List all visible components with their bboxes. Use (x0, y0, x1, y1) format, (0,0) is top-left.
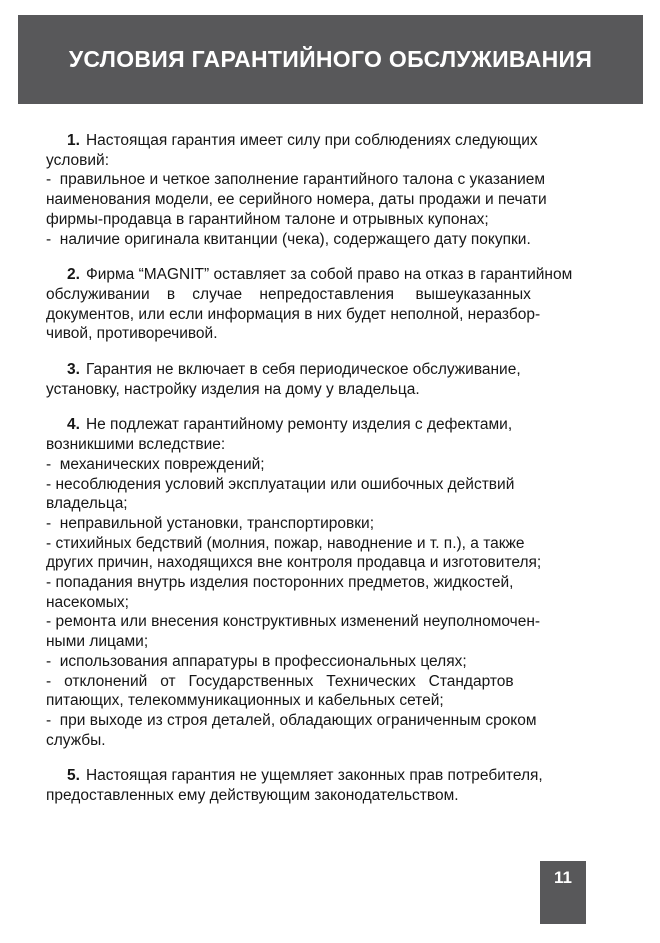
text-line: владельца; (46, 495, 128, 513)
text-line: - использования аппаратуры в профессиональных целях; (46, 652, 467, 670)
text-line (46, 131, 618, 151)
text-line: насекомых; (46, 593, 129, 611)
text-line: предоставленных ему действующим законодательством. (46, 787, 459, 805)
text-line: ными лицами; (46, 633, 149, 651)
text-line: службы. (46, 731, 106, 749)
text-line (46, 766, 618, 786)
text-line: других причин, находящихся вне контроля продавца и изготовителя; (46, 554, 542, 572)
page-number-box (540, 861, 586, 924)
text-line: - попадания внутрь изделия посторонних предметов, жидкостей, (46, 574, 514, 592)
text-line: - отклонений от Государственных Технических Стандартов (46, 672, 514, 690)
section-5 (46, 766, 618, 805)
text-line: чивой, противоречивой. (46, 325, 218, 343)
section-number: 1. (67, 132, 80, 149)
section-number: 5. (67, 767, 80, 785)
text-line: - механических повреждений; (46, 455, 265, 473)
text-line: наименования модели, ее серийного номера, даты продажи и печати (46, 191, 547, 209)
section-1 (46, 131, 618, 249)
text-line: - несоблюдения условий эксплуатации или ошибочных действий (46, 475, 515, 493)
title-banner (18, 15, 643, 104)
text-line: - правильное и четкое заполнение гарантийного талона с указанием (46, 171, 546, 189)
section-2 (46, 265, 618, 344)
section-text: Не подлежат гарантийному ремонту изделия с дефектами, (85, 416, 513, 434)
text-line: - ремонта или внесения конструктивных изменений неуполномочен- (46, 613, 541, 631)
text-line: питающих, телекоммуникационных и кабельных сетей; (46, 692, 444, 710)
section-number: 2. (67, 266, 80, 284)
page-title: УСЛОВИЯ ГАРАНТИЙНОГО ОБСЛУЖИВАНИЯ (68, 46, 593, 72)
text-line: - неправильной установки, транспортировки; (46, 514, 375, 532)
section-number: 4. (67, 416, 80, 434)
text-line: установку, настройку изделия на дому у владельца. (46, 380, 420, 398)
section-text: Настоящая гарантия имеет силу при соблюдениях следующих (85, 132, 538, 149)
text-line: - наличие оригинала квитанции (чека), содержащего дату покупки. (46, 230, 531, 248)
text-line: условий: (46, 151, 110, 169)
section-3 (46, 360, 618, 399)
text-line: фирмы-продавца в гарантийном талоне и отрывных купонах; (46, 210, 489, 228)
section-text: Фирма “MAGNIT” оставляет за собой право на отказ в гарантийном (85, 266, 573, 284)
text-line: - при выходе из строя деталей, обладающих ограниченным сроком (46, 711, 537, 729)
text-line: обслуживании в случае непредоставления вышеуказанных (46, 285, 531, 303)
text-line: возникшими вследствие: (46, 436, 226, 454)
section-4 (46, 415, 618, 750)
section-text: Гарантия не включает в себя периодическое обслуживание, (85, 361, 521, 379)
page-number: 11 (554, 868, 572, 887)
text-line: документов, или если информация в них будет неполной, неразбор- (46, 305, 541, 323)
section-number: 3. (67, 361, 80, 379)
text-line (46, 265, 618, 285)
text-line (46, 415, 618, 435)
text-line: - стихийных бедствий (молния, пожар, наводнение и т. п.), а также (46, 534, 525, 552)
section-text: Настоящая гарантия не ущемляет законных прав потребителя, (85, 767, 543, 785)
document-body (46, 131, 618, 822)
text-line (46, 360, 618, 380)
